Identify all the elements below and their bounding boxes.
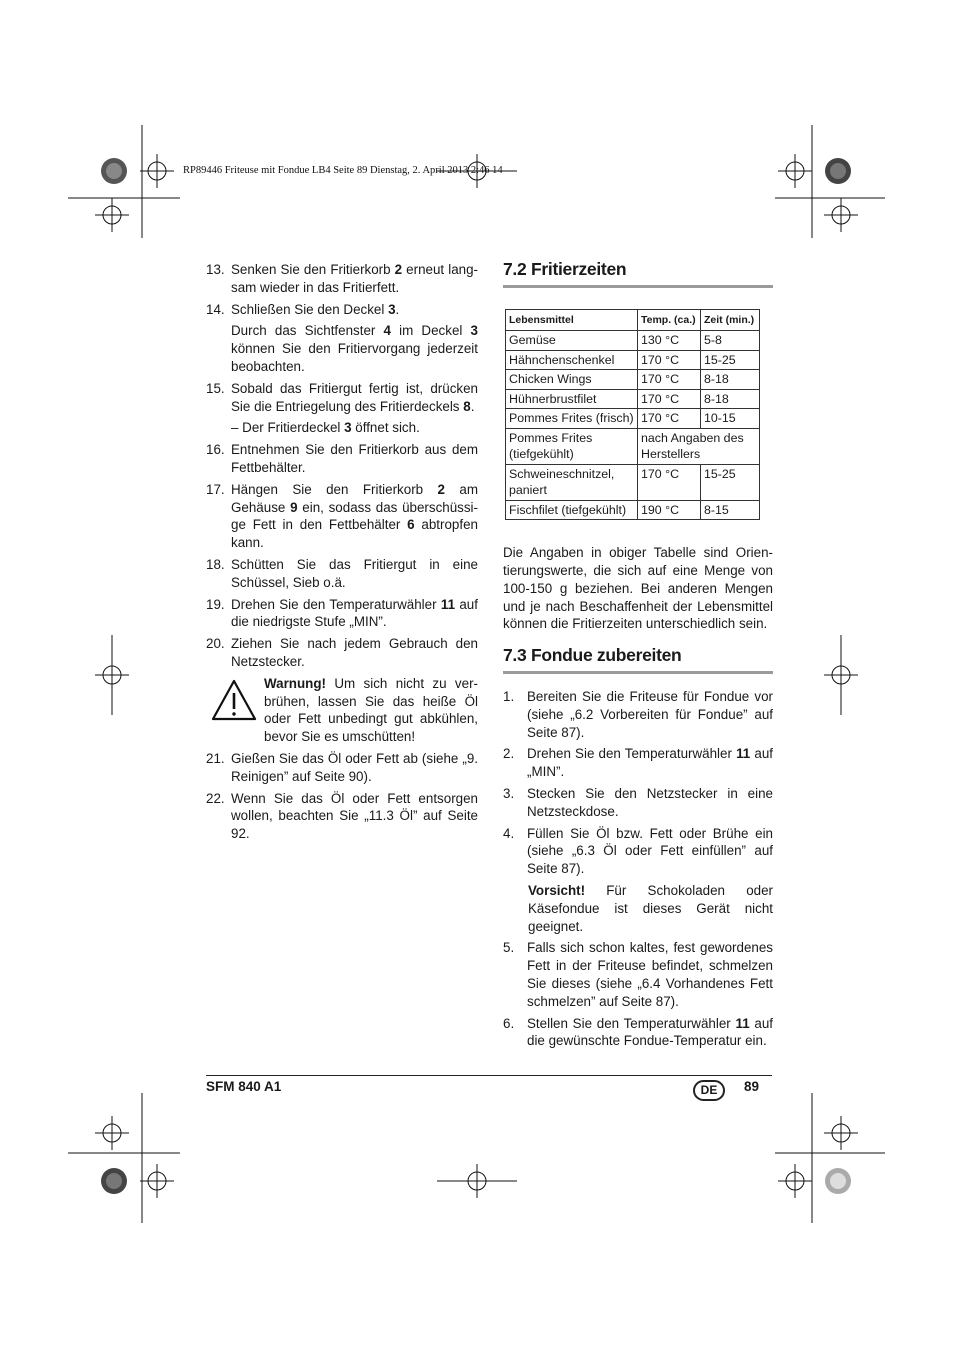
list-item-text: Entnehmen Sie den Fritierkorb aus dem Fettbehälter. bbox=[231, 442, 478, 475]
list-item bbox=[503, 825, 773, 878]
list-item-text: Ziehen Sie nach jedem Gebrauch den Netzstecker. bbox=[231, 636, 478, 669]
list-item bbox=[503, 745, 773, 781]
list-item-number: 15. bbox=[206, 380, 225, 396]
list-item-number: 17. bbox=[206, 481, 225, 497]
table-cell: Schweineschnitzel, paniert bbox=[506, 464, 638, 500]
list-item-text: Wenn Sie das Öl oder Fett entsorgen wollen, beachten Sie „11.3 Öl” auf Seite 92. bbox=[231, 790, 478, 842]
list-item bbox=[206, 301, 478, 319]
list-item-number: 19. bbox=[206, 596, 225, 612]
table-row bbox=[506, 500, 760, 520]
warning-text bbox=[264, 675, 478, 746]
list-item-number: 22. bbox=[206, 790, 225, 806]
list-item-number: 4. bbox=[503, 825, 515, 841]
list-item bbox=[206, 380, 478, 416]
table-cell: 170 °C bbox=[638, 464, 701, 500]
list-item-text: Hängen Sie den Fritierkorb 2 am Gehäuse 9 ein, sodass das überschüssi-ge Fett in den Fettbehälter 6 abtropfen kann. bbox=[231, 481, 479, 551]
table-cell: 170 °C bbox=[638, 350, 701, 370]
list-item-text: Schließen Sie den Deckel 3. bbox=[231, 301, 400, 317]
table-note-paragraph: Die Angaben in obiger Tabelle sind Orien-tierungswerte, die sich auf eine Menge von 100-150 g beziehen. Bei anderen Mengen und je nach Beschaffenheit der Lebensmittel können die Fritierzeiten unterschiedlich sein. bbox=[503, 545, 773, 632]
warning-body: Um sich nicht zu ver-brühen, lassen Sie das heiße Öl oder Fett unbedingt gut abkühlen, bevor Sie es umschütten! bbox=[264, 675, 478, 745]
section-heading-fondue: 7.3 Fondue zubereiten bbox=[503, 647, 773, 674]
table-row bbox=[506, 370, 760, 390]
list-item bbox=[206, 441, 478, 477]
table-header-row bbox=[506, 309, 760, 331]
list-item-number: 16. bbox=[206, 442, 225, 458]
list-item-number: 5. bbox=[503, 940, 515, 956]
table-row bbox=[506, 350, 760, 370]
list-item-number: 21. bbox=[206, 750, 225, 766]
list-item-number: 18. bbox=[206, 556, 225, 572]
table-cell: 190 °C bbox=[638, 500, 701, 520]
list-item-text: Sobald das Fritiergut fertig ist, drücken Sie die Entriegelung des Fritierdeckels 8. bbox=[231, 380, 478, 414]
table-body bbox=[506, 331, 760, 520]
list-item-continuation: Vorsicht! Für Schokoladen oder Käsefondue ist dieses Gerät nicht geeignet. bbox=[528, 883, 773, 934]
left-step-list-after bbox=[206, 750, 478, 843]
table-row bbox=[506, 331, 760, 351]
table-cell: Chicken Wings bbox=[506, 370, 638, 390]
list-item bbox=[206, 750, 478, 786]
list-item-text: Falls sich schon kaltes, fest gewordenes Fett in der Friteuse befindet, schmelzen Sie dieses (siehe „6.4 Vorhandenes Fett schmelzen” auf Seite 87). bbox=[527, 940, 773, 1009]
left-step-list bbox=[206, 261, 478, 671]
list-item-number: 3. bbox=[503, 786, 515, 802]
table-cell: 170 °C bbox=[638, 389, 701, 409]
list-item-number: 14. bbox=[206, 301, 225, 317]
list-item-number: 6. bbox=[503, 1015, 515, 1031]
table-header-cell: Zeit (min.) bbox=[701, 309, 760, 331]
list-item-number: 2. bbox=[503, 746, 515, 762]
list-item bbox=[503, 939, 773, 1010]
list-item-text: Schütten Sie das Fritiergut in eine Schüssel, Sieb o.ä. bbox=[231, 556, 478, 590]
list-item-text: Senken Sie den Fritierkorb 2 erneut lang-sam wieder in das Fritierfett. bbox=[231, 262, 478, 295]
table-cell: Gemüse bbox=[506, 331, 638, 351]
footer-rule bbox=[206, 1075, 772, 1076]
table-row bbox=[506, 409, 760, 429]
list-item-text: Gießen Sie das Öl oder Fett ab (siehe „9. Reinigen” auf Seite 90). bbox=[231, 750, 478, 784]
list-item bbox=[206, 790, 478, 843]
list-item bbox=[206, 596, 478, 632]
warning-block bbox=[206, 675, 478, 746]
list-item-text: Drehen Sie den Temperaturwähler 11 auf „MIN”. bbox=[527, 746, 773, 780]
list-item bbox=[206, 635, 478, 671]
table-cell: 15-25 bbox=[701, 350, 760, 370]
warning-triangle-icon bbox=[210, 678, 258, 722]
list-item-number: 1. bbox=[503, 689, 515, 705]
list-item-text: Bereiten Sie die Friteuse für Fondue vor (siehe „6.2 Vorbereiten für Fondue” auf Seite 87). bbox=[527, 689, 773, 740]
list-item-continuation: – Der Fritierdeckel 3 öffnet sich. bbox=[231, 420, 420, 436]
warning-label: Warnung! bbox=[264, 675, 326, 691]
table-cell: Hühnerbrustfilet bbox=[506, 389, 638, 409]
table-cell: 170 °C bbox=[638, 370, 701, 390]
table-cell: Fischfilet (tiefgekühlt) bbox=[506, 500, 638, 520]
table-cell: 130 °C bbox=[638, 331, 701, 351]
table-header-cell: Lebensmittel bbox=[506, 309, 638, 331]
table-cell: 15-25 bbox=[701, 464, 760, 500]
list-item-text: Stecken Sie den Netzstecker in eine Netzsteckdose. bbox=[527, 786, 773, 819]
language-badge: DE bbox=[693, 1080, 725, 1101]
right-column bbox=[503, 261, 773, 1054]
table-row bbox=[506, 464, 760, 500]
table-row bbox=[506, 428, 760, 464]
table-cell: 8-18 bbox=[701, 389, 760, 409]
table-cell: 8-15 bbox=[701, 500, 760, 520]
table-cell: 10-15 bbox=[701, 409, 760, 429]
table-cell: 170 °C bbox=[638, 409, 701, 429]
list-item bbox=[206, 261, 478, 297]
section-heading-fritierzeiten: 7.2 Fritierzeiten bbox=[503, 261, 773, 288]
table-cell: Pommes Frites (tiefgekühlt) bbox=[506, 428, 638, 464]
table-cell: nach Angaben des Herstellers bbox=[638, 428, 760, 464]
list-item bbox=[206, 481, 478, 552]
table-cell: Hähnchenschenkel bbox=[506, 350, 638, 370]
list-item-text: Füllen Sie Öl bzw. Fett oder Brühe ein (siehe „6.3 Öl oder Fett einfüllen” auf Seite 87). bbox=[527, 825, 773, 877]
table-cell: Pommes Frites (frisch) bbox=[506, 409, 638, 429]
list-item bbox=[503, 1015, 773, 1051]
table-row bbox=[506, 389, 760, 409]
footer-model: SFM 840 A1 bbox=[206, 1079, 282, 1094]
fondue-step-list bbox=[503, 688, 773, 1050]
list-item-number: 13. bbox=[206, 262, 225, 277]
list-item bbox=[206, 556, 478, 592]
table-header-cell: Temp. (ca.) bbox=[638, 309, 701, 331]
list-item-text: Stellen Sie den Temperaturwähler 11 auf die gewünschte Fondue-Temperatur ein. bbox=[527, 1015, 774, 1049]
list-item-text: Drehen Sie den Temperaturwähler 11 auf die niedrigste Stufe „MIN”. bbox=[231, 596, 478, 630]
table-cell: 8-18 bbox=[701, 370, 760, 390]
list-item bbox=[503, 785, 773, 821]
print-header: RP89446 Friteuse mit Fondue LB4 Seite 89 Dienstag, 2. April 2013 2:46 14 bbox=[183, 165, 503, 176]
list-item-number: 20. bbox=[206, 636, 225, 652]
table-cell: 5-8 bbox=[701, 331, 760, 351]
list-item bbox=[503, 688, 773, 741]
list-item-continuation: Durch das Sichtfenster 4 im Deckel 3 können Sie den Fritiervorgang jederzeit beobachten. bbox=[231, 323, 478, 374]
page-number: 89 bbox=[744, 1079, 760, 1094]
left-column bbox=[206, 261, 478, 847]
frying-times-table bbox=[505, 309, 760, 521]
